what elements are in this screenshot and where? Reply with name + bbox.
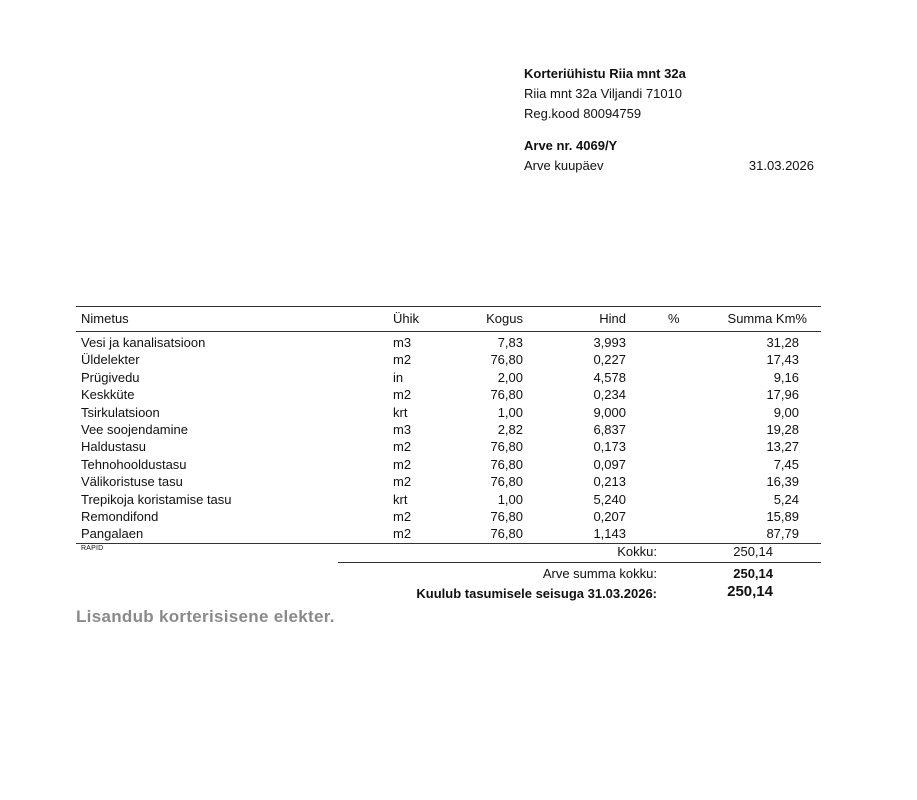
row-price: 0,097 — [593, 456, 626, 472]
table-row — [76, 334, 821, 351]
row-sum: 13,27 — [766, 439, 799, 455]
header-name: Nimetus — [81, 311, 129, 326]
row-unit: m2 — [393, 387, 412, 403]
row-sum: 19,28 — [766, 421, 799, 437]
row-qty: 76,80 — [490, 508, 523, 524]
table-body — [76, 334, 821, 543]
invoice-date-row — [524, 156, 814, 176]
row-unit: m2 — [393, 474, 412, 490]
row-price: 0,173 — [593, 439, 626, 455]
row-price: 9,000 — [593, 404, 626, 420]
row-qty: 76,80 — [490, 456, 523, 472]
row-sum: 17,43 — [766, 352, 799, 368]
row-qty: 76,80 — [490, 387, 523, 403]
table-row — [76, 456, 821, 473]
row-sum: 7,45 — [773, 456, 799, 472]
row-unit: m3 — [393, 335, 412, 350]
row-name: Vesi ja kanalisatsioon — [81, 335, 206, 350]
row-sum: 9,00 — [773, 404, 799, 420]
row-qty: 2,00 — [497, 369, 523, 385]
invoice-number: Arve nr. 4069/Y — [524, 138, 618, 153]
header-price: Hind — [599, 311, 626, 326]
row-name: Üldelekter — [81, 352, 140, 368]
row-qty: 7,83 — [497, 335, 523, 350]
row-unit: krt — [393, 404, 408, 420]
row-unit: krt — [393, 491, 408, 507]
table-row — [76, 386, 821, 403]
row-name: Tehnohooldustasu — [81, 456, 187, 472]
row-price: 1,143 — [593, 526, 626, 542]
row-name: Trepikoja koristamise tasu — [81, 491, 232, 507]
invoice-header — [524, 64, 814, 176]
row-qty: 1,00 — [497, 404, 523, 420]
kokku-value: 250,14 — [733, 543, 773, 559]
rapid-label: RAPID — [81, 544, 104, 552]
header-sum: Summa Km% — [727, 311, 807, 326]
row-name: Tsirkulatsioon — [81, 404, 160, 420]
row-sum: 15,89 — [766, 508, 799, 524]
row-name: Prügivedu — [81, 369, 140, 385]
row-name: Välikoristuse tasu — [81, 474, 183, 490]
table-row — [76, 369, 821, 386]
row-sum: 87,79 — [766, 526, 799, 542]
row-qty: 76,80 — [490, 352, 523, 368]
table-row — [76, 508, 821, 525]
totals-rule — [338, 562, 821, 563]
row-sum: 9,16 — [773, 369, 799, 385]
table-row — [76, 473, 821, 490]
row-unit: m3 — [393, 421, 412, 437]
table-row — [76, 491, 821, 508]
table-header-row — [76, 307, 821, 331]
row-price: 0,234 — [593, 387, 626, 403]
company-reg-code: Reg.kood 80094759 — [524, 106, 642, 121]
row-sum: 16,39 — [766, 474, 799, 490]
table-row — [76, 351, 821, 368]
row-price: 0,213 — [593, 474, 626, 490]
row-price: 3,993 — [593, 335, 626, 350]
company-name: Korteriühistu Riia mnt 32a — [524, 66, 686, 81]
row-unit: m2 — [393, 456, 412, 472]
kokku-row — [76, 544, 821, 560]
arve-summa-value: 250,14 — [733, 566, 773, 581]
row-name: Keskküte — [81, 387, 135, 403]
arve-summa-label: Arve summa kokku: — [542, 566, 657, 581]
row-sum: 5,24 — [773, 491, 799, 507]
row-sum: 31,28 — [766, 335, 799, 350]
row-name: Haldustasu — [81, 439, 147, 455]
row-unit: in — [393, 369, 404, 385]
header-unit: Ühik — [393, 311, 420, 326]
kokku-label: Kokku: — [617, 543, 657, 559]
table-row — [76, 525, 821, 542]
row-unit: m2 — [393, 352, 412, 368]
invoice-date-value: 31.03.2026 — [748, 158, 814, 173]
row-price: 6,837 — [593, 421, 626, 437]
row-qty: 2,82 — [497, 421, 523, 437]
row-price: 0,207 — [593, 508, 626, 524]
row-qty: 76,80 — [490, 526, 523, 542]
row-price: 5,240 — [593, 491, 626, 507]
invoice-date-label: Arve kuupäev — [524, 158, 604, 173]
row-unit: m2 — [393, 526, 412, 542]
header-pct: % — [668, 311, 680, 326]
row-unit: m2 — [393, 508, 412, 524]
company-address: Riia mnt 32a Viljandi 71010 — [524, 86, 683, 101]
header-qty: Kogus — [486, 311, 523, 326]
row-name: Remondifond — [81, 508, 159, 524]
row-price: 4,578 — [593, 369, 626, 385]
row-unit: m2 — [393, 439, 412, 455]
row-price: 0,227 — [593, 352, 626, 368]
row-sum: 17,96 — [766, 387, 799, 403]
row-qty: 76,80 — [490, 474, 523, 490]
row-name: Pangalaen — [81, 526, 144, 542]
note-text: Lisandub korterisisene elekter. — [76, 607, 335, 626]
table-row — [76, 438, 821, 455]
table-row — [76, 404, 821, 421]
invoice-table — [76, 306, 821, 601]
table-row — [76, 421, 821, 438]
row-qty: 1,00 — [497, 491, 523, 507]
row-qty: 76,80 — [490, 439, 523, 455]
due-value: 250,14 — [727, 583, 773, 600]
row-name: Vee soojendamine — [81, 421, 188, 437]
due-label: Kuulub tasumisele seisuga 31.03.2026: — [416, 586, 657, 601]
